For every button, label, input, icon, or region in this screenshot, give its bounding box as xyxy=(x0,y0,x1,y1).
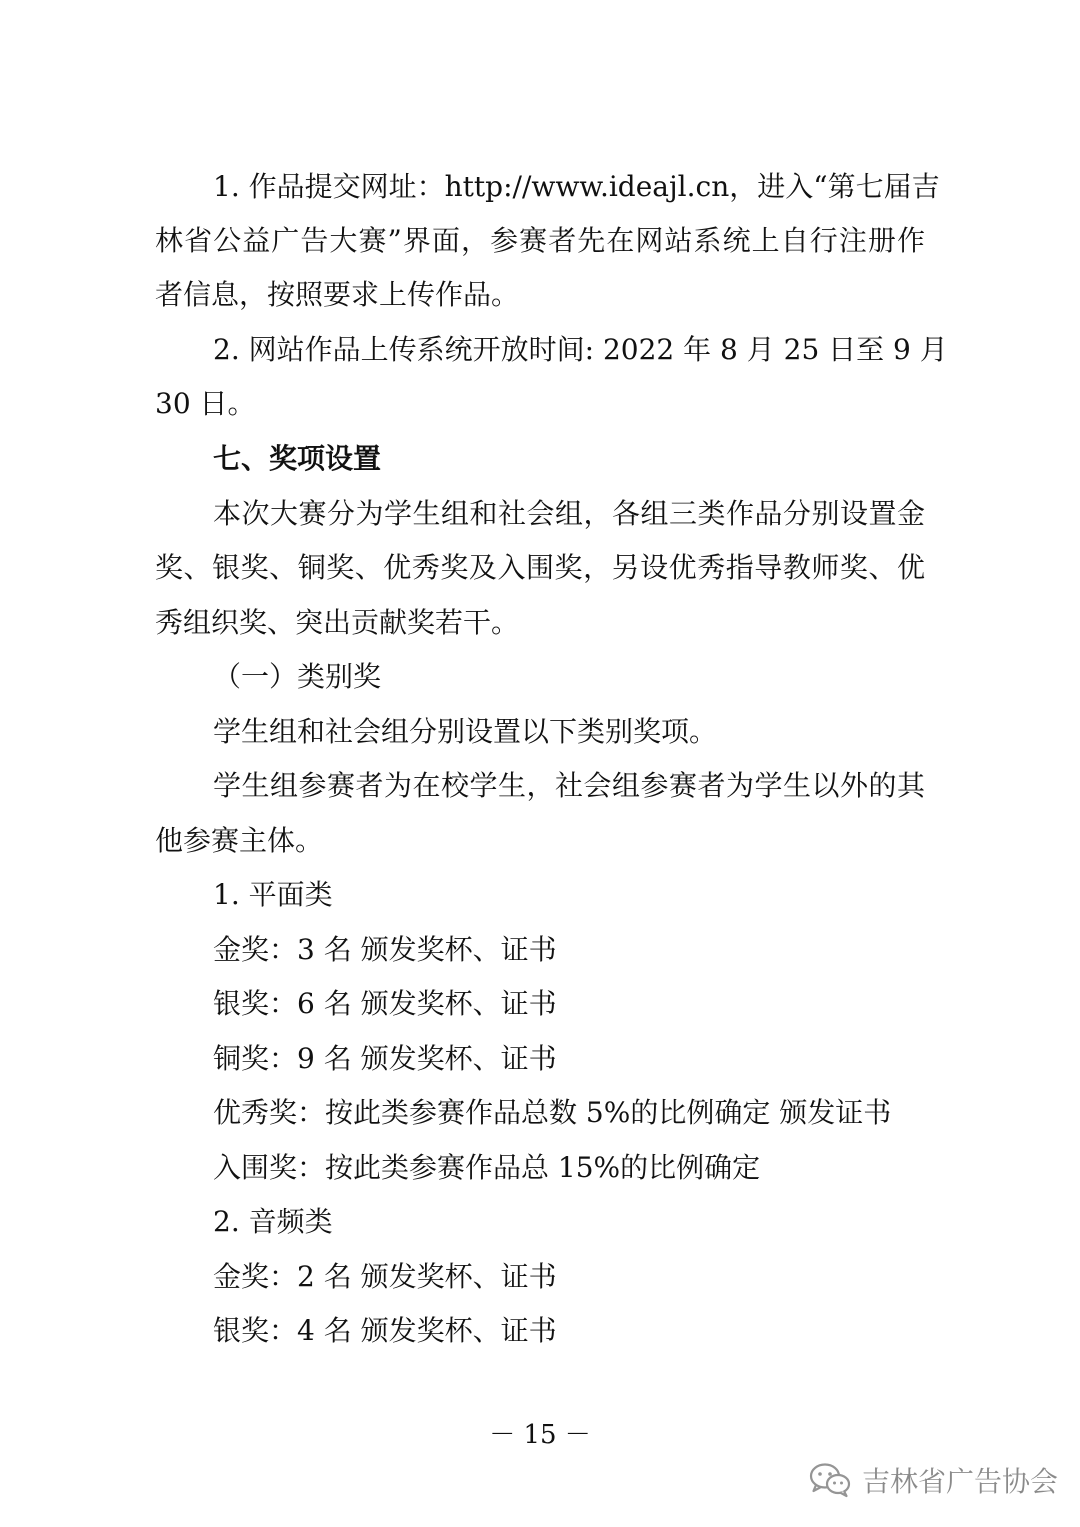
watermark-text: 吉林省广告协会 xyxy=(862,1465,1059,1498)
list-heading: 2. 音频类 xyxy=(213,1205,333,1238)
page-number: － 15 － xyxy=(489,1420,591,1450)
paragraph-line: 1. 作品提交网址：http://www.ideajl.cn，进入“第七届吉 xyxy=(213,170,940,203)
paragraph-line: 本次大赛分为学生组和社会组，各组三类作品分别设置金 xyxy=(213,497,925,530)
award-line: 入围奖：按此类参赛作品总 15%的比例确定 xyxy=(213,1151,761,1184)
paragraph-line: 者信息，按照要求上传作品。 xyxy=(155,278,520,311)
paragraph-line: 30 日。 xyxy=(155,387,256,420)
award-line: 金奖：2 名 颁发奖杯、证书 xyxy=(213,1260,557,1293)
paragraph-line: 2. 网站作品上传系统开放时间: 2022 年 8 月 25 日至 9 月 xyxy=(213,333,948,366)
paragraph-line: 学生组参赛者为在校学生，社会组参赛者为学生以外的其 xyxy=(213,769,925,802)
award-line: 优秀奖：按此类参赛作品总数 5%的比例确定 颁发证书 xyxy=(213,1096,892,1129)
paragraph-line: 他参赛主体。 xyxy=(155,824,324,857)
list-heading: 1. 平面类 xyxy=(213,878,333,911)
subsection-heading: （一）类别奖 xyxy=(213,660,382,693)
award-line: 铜奖：9 名 颁发奖杯、证书 xyxy=(213,1042,557,1075)
section-heading: 七、奖项设置 xyxy=(213,442,382,475)
award-line: 银奖：6 名 颁发奖杯、证书 xyxy=(213,987,557,1020)
watermark xyxy=(808,1455,1058,1505)
wechat-icon xyxy=(808,1461,852,1499)
award-line: 金奖：3 名 颁发奖杯、证书 xyxy=(213,933,557,966)
paragraph-line: 奖、银奖、铜奖、优秀奖及入围奖，另设优秀指导教师奖、优 xyxy=(155,551,925,584)
award-line: 银奖：4 名 颁发奖杯、证书 xyxy=(213,1314,557,1347)
paragraph-line: 林省公益广告大赛”界面，参赛者先在网站系统上自行注册作 xyxy=(155,224,925,257)
paragraph-line: 学生组和社会组分别设置以下类别奖项。 xyxy=(213,715,718,748)
paragraph-line: 秀组织奖、突出贡献奖若干。 xyxy=(155,606,520,639)
